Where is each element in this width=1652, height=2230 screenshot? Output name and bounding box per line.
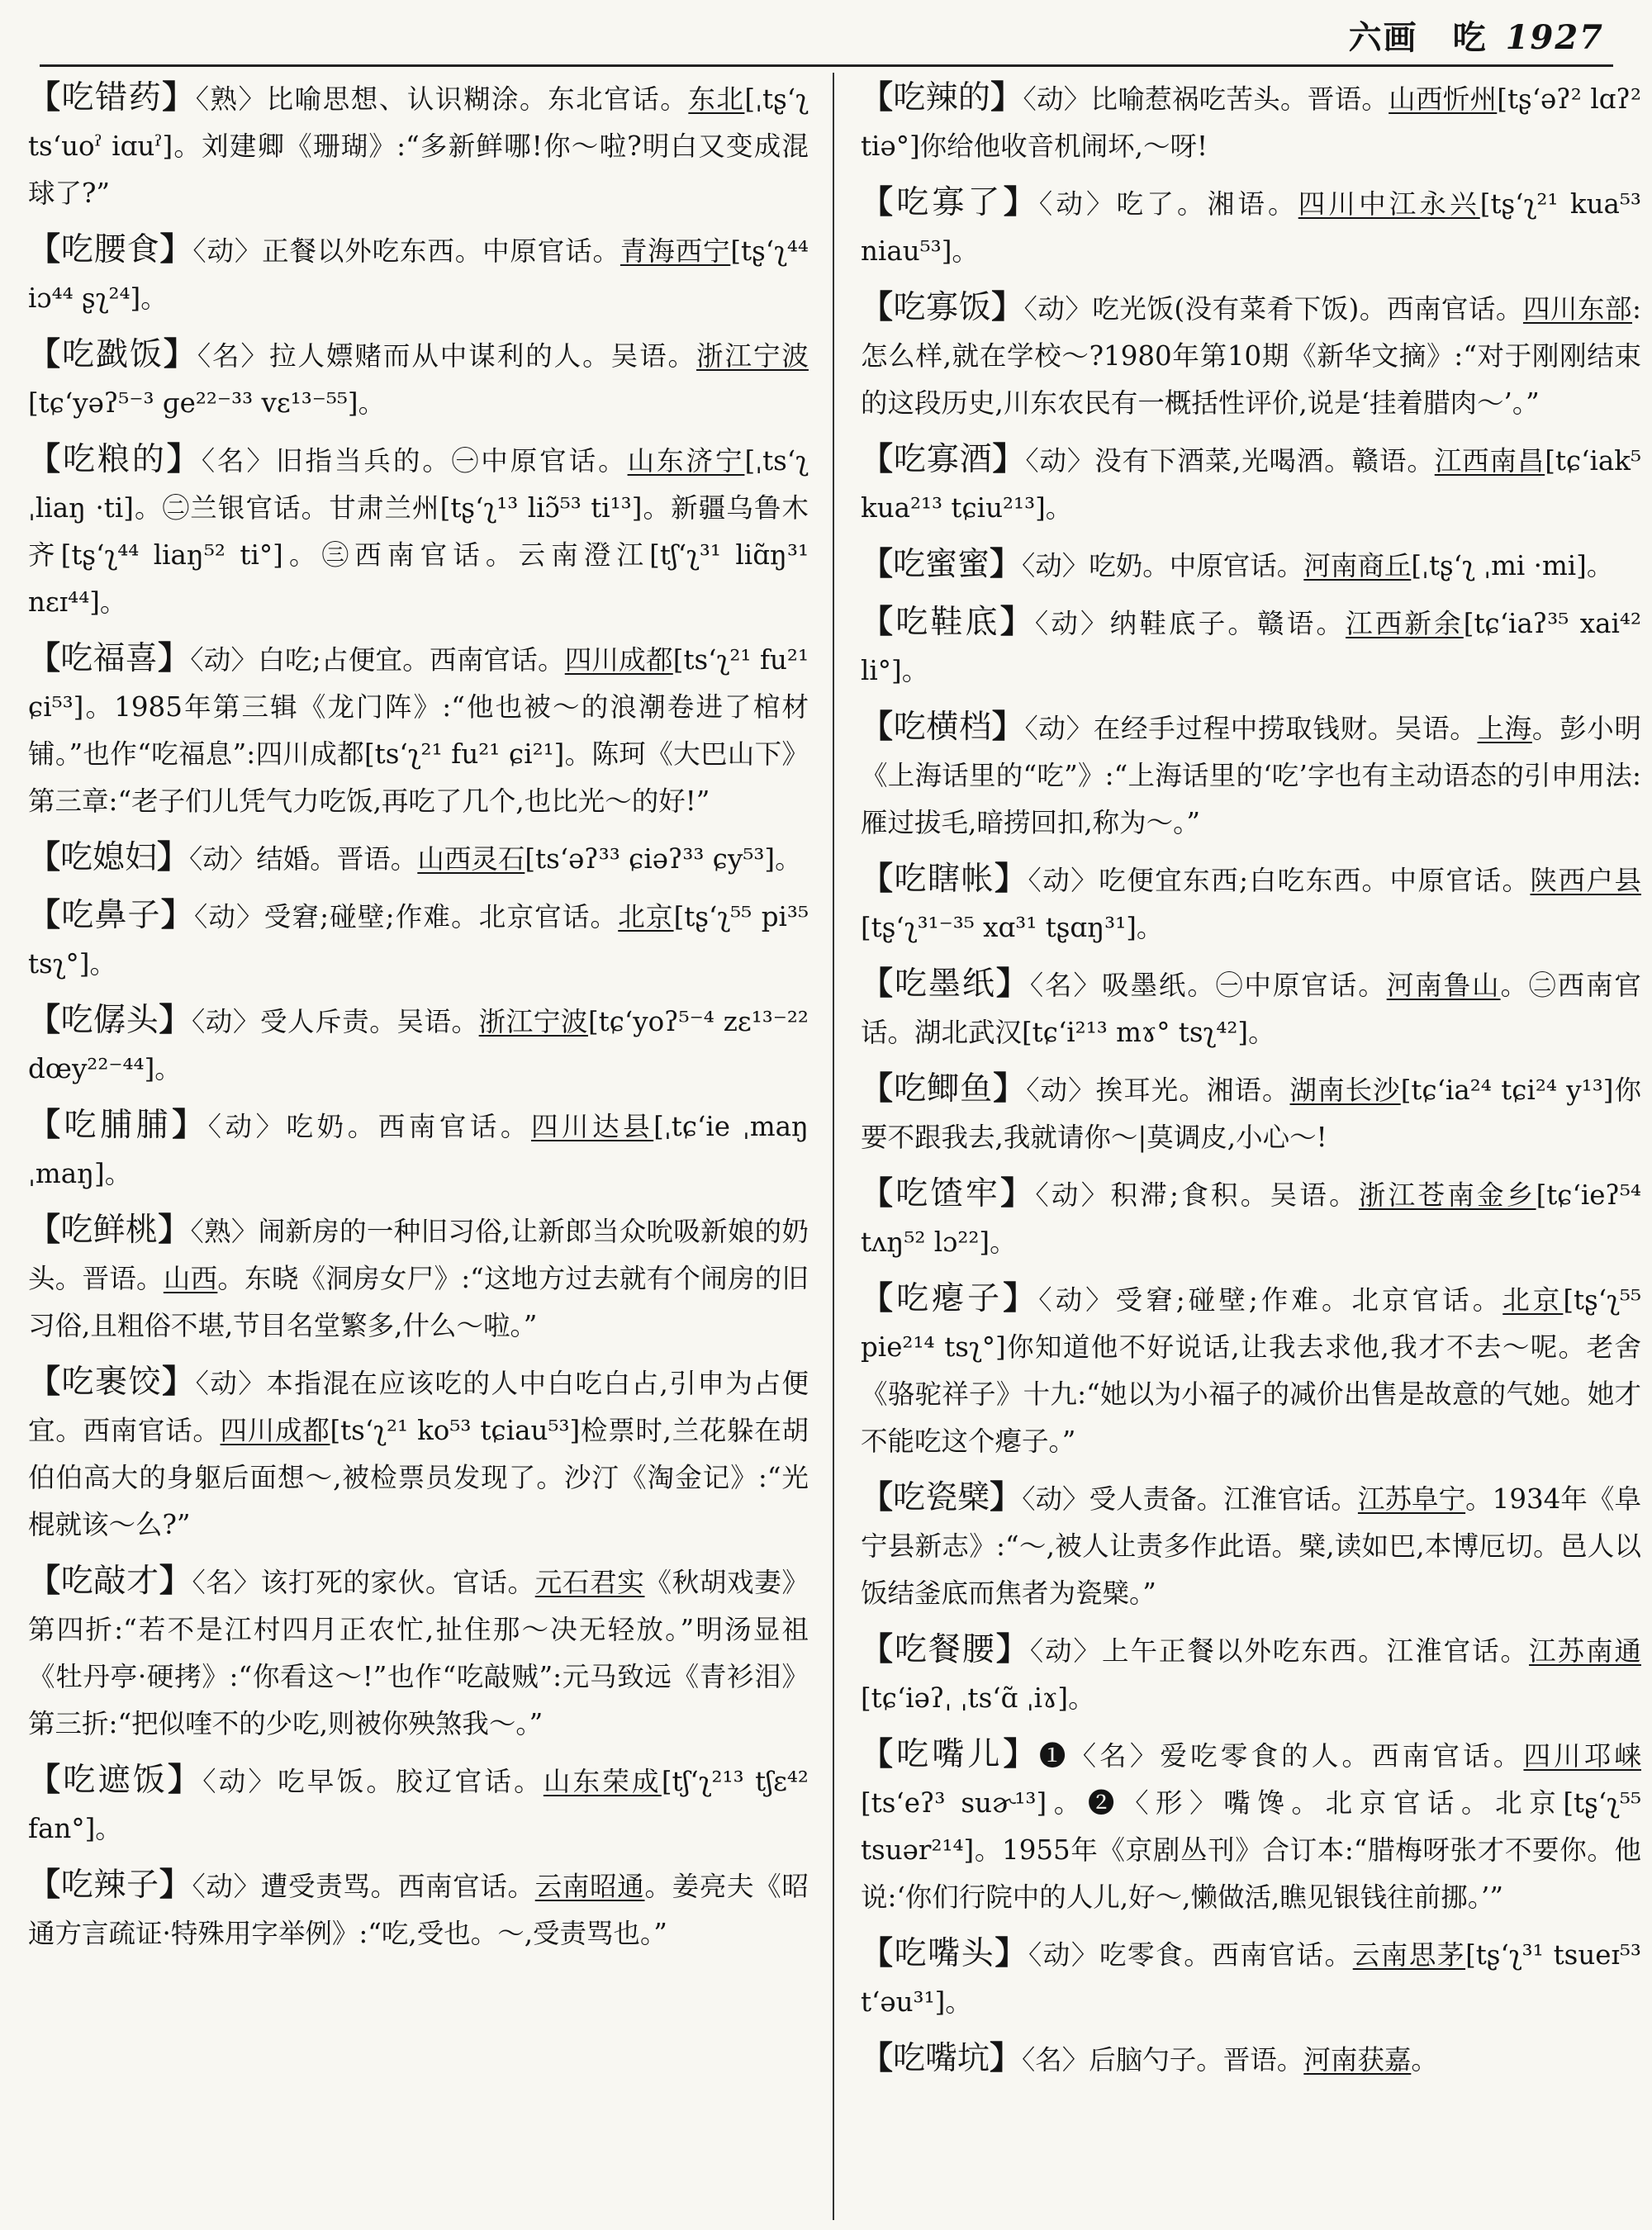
entry-headword-block — [861, 1175, 1035, 1212]
entry-place-name: 北京 — [1502, 1284, 1564, 1316]
entry-pronunciation-citation: 。1934年《阜宁县新志》:“～,被人让责多作此语。檗,读如巴,本博厄切。邑人以饭结釜底而焦者为瓷檗。” — [861, 1483, 1641, 1609]
entry-definition: 〈动〉吃零食。西南官话。 — [1028, 1939, 1353, 1971]
entry-headword: 吃错药 — [61, 79, 163, 116]
entry-pronunciation-citation: :怎么样,就在学校～?1980年第10期《新华文摘》:“对于刚刚结束的这段历史,川东农民有一概括性评价,说是‘挂着腊肉～’。” — [861, 293, 1641, 419]
dictionary-entry — [28, 1359, 809, 1549]
open-bracket: 【 — [861, 1630, 895, 1668]
close-bracket: 】 — [990, 545, 1023, 583]
open-bracket: 【 — [861, 1070, 895, 1108]
entry-headword: 吃瘪子 — [896, 1280, 1004, 1317]
dictionary-entry — [861, 436, 1641, 532]
close-bracket: 】 — [166, 440, 202, 478]
open-bracket: 【 — [861, 1279, 897, 1317]
close-bracket: 】 — [990, 78, 1023, 116]
entry-definition: 〈动〉受人斥责。吴语。 — [191, 1006, 479, 1037]
entry-place-name: 湖南长沙 — [1289, 1075, 1401, 1106]
entry-headword: 吃鲫鱼 — [894, 1070, 994, 1108]
entry-definition: 〈名〉该打死的家伙。官话。 — [192, 1567, 535, 1598]
entry-definition: 〈动〉遭受责骂。西南官话。 — [192, 1871, 535, 1902]
open-bracket: 【 — [861, 1478, 894, 1516]
column-divider — [833, 73, 834, 2220]
entry-headword-block — [28, 1563, 192, 1600]
entry-headword: 吃瓷檗 — [893, 1479, 990, 1516]
entry-place-name: 云南昭通 — [534, 1871, 645, 1902]
open-bracket: 【 — [28, 1761, 64, 1799]
close-bracket: 】 — [1000, 1174, 1036, 1212]
entry-pronunciation-citation: 。姜亮夫《昭通方言疏证·特殊用字举例》:“吃,受也。～,受责骂也。” — [28, 1871, 809, 1949]
entry-headword: 吃餐腰 — [894, 1631, 996, 1668]
dictionary-entry — [861, 541, 1641, 590]
close-bracket: 】 — [991, 708, 1025, 746]
entry-definition: 〈动〉吃奶。中原官话。 — [1022, 550, 1304, 581]
entry-headword-block — [861, 1070, 1026, 1108]
entry-pronunciation-citation: [tɕ‘iəʔˌ ˌts‘ɑ̃ ˌiɤ]。 — [861, 1682, 1095, 1714]
entry-headword-block — [28, 839, 189, 876]
close-bracket: 】 — [158, 1211, 191, 1249]
entry-headword-block — [28, 640, 190, 677]
entry-headword: 吃嘴头 — [894, 1935, 995, 1972]
entry-pronunciation-citation: [ts‘əʔ³³ ɕiəʔ³³ ɕy⁵³]。 — [525, 843, 802, 875]
entry-headword-block — [28, 1762, 202, 1799]
open-bracket: 【 — [28, 1106, 64, 1144]
entry-headword-block — [28, 1002, 192, 1039]
dictionary-entry — [861, 1065, 1641, 1161]
entry-pronunciation-citation: [tʂ‘ʅ³¹⁻³⁵ xɑ³¹ tʂɑŋ³¹]。 — [861, 912, 1164, 943]
entry-pronunciation-citation: 。 — [1411, 2044, 1438, 2076]
entry-headword-block — [861, 441, 1025, 478]
entry-definition: 〈名〉后脑勺子。晋语。 — [1022, 2044, 1304, 2076]
entry-definition: 〈动〉积滞;食积。吴语。 — [1035, 1179, 1359, 1211]
entry-headword: 吃馇牢 — [895, 1175, 1001, 1212]
entry-headword: 吃脯脯 — [64, 1107, 173, 1144]
open-bracket: 【 — [861, 1735, 897, 1773]
dictionary-entry — [861, 856, 1641, 951]
open-bracket: 【 — [28, 639, 61, 677]
entry-headword-block — [861, 1479, 1022, 1516]
entry-place-name: 四川达县 — [530, 1111, 654, 1142]
dictionary-entry — [28, 834, 809, 883]
entry-headword-block — [861, 1736, 1039, 1773]
entry-headword: 吃粮的 — [62, 441, 167, 478]
close-bracket: 】 — [993, 1070, 1027, 1108]
entry-place-name: 浙江宁波 — [478, 1006, 588, 1037]
entry-place-name: 东北 — [688, 83, 745, 115]
entry-pronunciation-citation: 。东晓《洞房女尸》:“这地方过去就有个闹房的旧习俗,且粗俗不堪,节目名堂繁多,什么～啦。” — [28, 1263, 809, 1341]
entry-definition: 〈动〉正餐以外吃东西。中原官话。 — [192, 235, 620, 267]
entry-place-name: 江西南昌 — [1434, 445, 1545, 477]
entry-definition: 〈动〉吃光饭(没有菜肴下饭)。西南官话。 — [1023, 293, 1523, 325]
entry-headword-block — [861, 184, 1039, 221]
dictionary-entry — [28, 892, 809, 988]
open-bracket: 【 — [861, 183, 897, 221]
entry-place-name: 四川邛崃 — [1523, 1740, 1641, 1772]
entry-pronunciation-citation: [tɕ‘yoʔ⁵⁻⁴ zɛ¹³⁻²² dœy²²⁻⁴⁴]。 — [28, 1006, 809, 1084]
close-bracket: 】 — [159, 230, 193, 268]
dictionary-entry — [861, 284, 1641, 427]
entry-place-name: 青海西宁 — [620, 235, 731, 267]
entry-definition: 〈动〉在经手过程中捞取钱财。吴语。 — [1024, 713, 1478, 744]
dictionary-entry — [28, 1207, 809, 1350]
entry-place-name: 浙江宁波 — [696, 340, 809, 372]
entry-headword: 吃辣子 — [60, 1867, 159, 1904]
entry-place-name: 河南商丘 — [1303, 550, 1412, 581]
entry-place-name: 浙江苍南金乡 — [1358, 1179, 1536, 1211]
entry-pronunciation-citation: [ˌtʂ‘ʅ ts‘uoˀ iɑuˀ]。刘建卿《珊瑚》:“多新鲜哪!你～啦?明白又变成混球了?” — [28, 83, 809, 209]
dictionary-entry — [861, 1930, 1641, 2026]
entry-headword: 吃横档 — [893, 709, 992, 746]
entry-headword-block — [861, 709, 1024, 746]
entry-pronunciation-citation: [tʂ‘ʅ⁵⁵ pi³⁵ tsʅ°]。 — [28, 901, 809, 980]
entry-definition: 〈名〉吸墨纸。㊀中原官话。 — [1029, 970, 1387, 1001]
close-bracket: 】 — [159, 1001, 192, 1039]
entry-pronunciation-citation: [ˌtɕ‘ie ˌmaŋ ˌmaŋ]。 — [28, 1111, 809, 1189]
entry-place-name: 四川成都 — [220, 1415, 330, 1446]
open-bracket: 【 — [28, 838, 61, 876]
entry-headword-block — [28, 336, 197, 373]
entry-headword-block — [28, 1212, 191, 1249]
entry-headword-block — [28, 1364, 196, 1401]
entry-headword: 吃辣的 — [893, 79, 991, 116]
entry-place-name: 四川中江永兴 — [1298, 188, 1480, 220]
close-bracket: 】 — [160, 896, 194, 934]
entry-headword: 吃鼻子 — [61, 897, 161, 934]
entry-place-name: 元石君实 — [534, 1567, 645, 1598]
entry-pronunciation-citation: [tɕ‘ieʔ⁵⁴ tʌŋ⁵² lɔ²²]。 — [861, 1179, 1641, 1258]
entry-pronunciation-citation: [tʂ‘əʔ² lɑʔ² tiə°]你给他收音机闹坏,～呀! — [861, 83, 1641, 162]
dictionary-entry — [28, 74, 809, 217]
entry-place-name: 山东济宁 — [627, 445, 745, 477]
open-bracket: 【 — [28, 896, 62, 934]
open-bracket: 【 — [861, 708, 894, 746]
open-bracket: 【 — [861, 288, 894, 326]
entry-headword: 吃寡酒 — [893, 441, 993, 478]
entry-place-name: 上海 — [1477, 713, 1532, 744]
entry-headword-block — [28, 79, 196, 116]
close-bracket: 】 — [991, 288, 1024, 326]
close-bracket: 】 — [999, 603, 1035, 641]
entry-headword: 吃裹饺 — [61, 1364, 163, 1401]
close-bracket: 】 — [1003, 1735, 1039, 1773]
entry-headword: 吃戤饭 — [61, 336, 164, 373]
page-number: 1927 — [1505, 18, 1604, 57]
running-head-title: 六画 吃 — [1348, 18, 1488, 57]
entry-place-name: 河南鲁山 — [1386, 970, 1501, 1001]
close-bracket: 】 — [162, 78, 196, 116]
dictionary-entry — [28, 997, 809, 1093]
entry-definition: ❶〈名〉爱吃零食的人。西南官话。 — [1038, 1740, 1524, 1772]
dictionary-entry — [861, 1275, 1641, 1465]
running-head — [1349, 12, 1604, 59]
dictionary-entry — [861, 599, 1641, 695]
open-bracket: 【 — [28, 230, 61, 268]
entry-headword-block — [861, 604, 1035, 641]
close-bracket: 】 — [990, 1478, 1023, 1516]
dictionary-entry — [861, 704, 1641, 847]
entry-headword-block — [861, 79, 1023, 116]
open-bracket: 【 — [28, 1001, 61, 1039]
entry-headword: 吃蜜蜜 — [893, 546, 990, 583]
close-bracket: 】 — [159, 1866, 192, 1904]
entry-definition: 〈动〉挨耳光。湘语。 — [1026, 1075, 1290, 1106]
entry-place-name: 山西灵石 — [417, 843, 525, 875]
entry-definition: 〈名〉旧指当兵的。㊀中原官话。 — [201, 445, 628, 477]
entry-headword: 吃寡了 — [896, 184, 1004, 221]
entry-definition: 〈动〉纳鞋底子。赣语。 — [1034, 608, 1346, 639]
close-bracket: 】 — [157, 838, 190, 876]
close-bracket: 】 — [1003, 1279, 1039, 1317]
entry-headword-block — [28, 897, 194, 934]
close-bracket: 】 — [159, 1562, 192, 1600]
entry-definition: 〈名〉拉人嫖赌而从中谋利的人。吴语。 — [197, 340, 697, 372]
open-bracket: 【 — [861, 603, 896, 641]
entry-definition: 〈熟〉闹新房的一种旧习俗,让新郎当众吮吸新娘的奶头。晋语。 — [28, 1216, 809, 1294]
close-bracket: 】 — [992, 440, 1026, 478]
entry-headword: 吃寡饭 — [893, 289, 992, 326]
dictionary-entry — [861, 74, 1641, 170]
entry-pronunciation-citation: [ts‘eʔ³ suɚ¹³]。❷〈形〉嘴馋。北京官话。北京[tʂ‘ʅ⁵⁵ tsuər²¹⁴]。1955年《京剧丛刊》合订本:“腊梅呀张才不要你。他说:‘你们行院中的人儿,好～,懒做活,瞧见银钱往前挪。’” — [861, 1787, 1641, 1913]
entry-definition: 〈动〉白吃;占便宜。西南官话。 — [190, 644, 565, 676]
entry-place-name: 江苏阜宁 — [1357, 1483, 1466, 1515]
entry-headword: 吃媳妇 — [60, 839, 158, 876]
open-bracket: 【 — [28, 1562, 61, 1600]
entry-place-name: 陕西户县 — [1530, 865, 1641, 896]
open-bracket: 【 — [28, 78, 62, 116]
entry-pronunciation-citation: [tʂ‘ʅ⁴⁴ iɔ⁴⁴ ʂʅ²⁴]。 — [28, 235, 809, 314]
dictionary-entry — [28, 1558, 809, 1748]
close-bracket: 】 — [995, 965, 1030, 1003]
entry-pronunciation-citation: [ts‘ʅ²¹ fu²¹ ɕi⁵³]。1985年第三辑《龙门阵》:“他也被～的浪潮卷进了棺材铺。”也作“吃福息”:四川成都[ts‘ʅ²¹ fu²¹ ɕi²¹]。陈珂《大巴山下》第三章:“老子们儿凭气力吃饭,再吃了几个,也比光～的好!” — [28, 644, 809, 817]
entry-definition: 〈动〉受人责备。江淮官话。 — [1022, 1483, 1358, 1515]
entry-pronunciation-citation: [tʃ‘ʅ²¹³ tʃɛ⁴² fan°]。 — [28, 1766, 809, 1844]
dictionary-entry — [28, 1102, 809, 1198]
entry-headword: 吃鲜桃 — [60, 1212, 159, 1249]
entry-headword: 吃遮饭 — [63, 1762, 168, 1799]
entry-pronunciation-citation: [tɕ‘iak⁵ kua²¹³ tɕiu²¹³]。 — [861, 445, 1641, 524]
entry-pronunciation-citation: [ˌtʂ‘ʅ ˌmi ·mi]。 — [1411, 550, 1614, 581]
open-bracket: 【 — [861, 78, 894, 116]
entry-headword-block — [28, 1107, 208, 1144]
entry-definition: 〈动〉吃早饭。胶辽官话。 — [202, 1766, 544, 1797]
entry-place-name: 江苏南通 — [1529, 1635, 1641, 1667]
dictionary-entry — [28, 331, 809, 427]
dictionary-entry — [28, 436, 809, 626]
entry-definition: 〈动〉受窘;碰壁;作难。北京官话。 — [193, 901, 619, 932]
header-rule — [40, 64, 1613, 67]
entry-headword-block — [861, 289, 1024, 326]
entry-pronunciation-citation: [tɕ‘yəʔ⁵⁻³ ɡe²²⁻³³ vɛ¹³⁻⁵⁵]。 — [28, 387, 386, 419]
close-bracket: 】 — [162, 1363, 196, 1401]
dictionary-entry — [861, 2035, 1641, 2084]
dictionary-entry — [28, 226, 809, 322]
entry-headword-block — [861, 2040, 1022, 2077]
entry-pronunciation-citation: 。㊁西南官话。湖北武汉[tɕ‘i²¹³ mɤ° tsʅ⁴²]。 — [861, 970, 1641, 1048]
close-bracket: 】 — [990, 2039, 1023, 2077]
entry-place-name: 山东荣成 — [543, 1766, 662, 1797]
entry-headword: 吃墨纸 — [894, 966, 996, 1003]
dictionary-entry — [861, 179, 1641, 275]
dictionary-entry — [861, 1474, 1641, 1617]
entry-headword-block — [861, 861, 1028, 898]
close-bracket: 】 — [994, 860, 1028, 898]
entry-pronunciation-citation: [tʂ‘ʅ⁵⁵ pie²¹⁴ tsʅ°]你知道他不好说话,让我去求他,我才不去～呢。老舍《骆驼祥子》十九:“她以为小福子的减价出售是故意的气她。她才不能吃这个瘪子。” — [861, 1284, 1641, 1457]
entry-headword: 吃福喜 — [60, 640, 159, 677]
close-bracket: 】 — [167, 1761, 203, 1799]
entry-headword: 吃嘴坑 — [893, 2040, 990, 2077]
close-bracket: 】 — [158, 639, 191, 677]
close-bracket: 】 — [1003, 183, 1039, 221]
dictionary-entry — [28, 1862, 809, 1957]
entry-place-name: 云南思茅 — [1352, 1939, 1466, 1971]
open-bracket: 【 — [861, 2039, 894, 2077]
entry-pronunciation-citation: [tʂ‘ʅ³¹ tsueɪ⁵³ t‘əu³¹]。 — [861, 1939, 1641, 2018]
dictionary-entry — [28, 635, 809, 825]
open-bracket: 【 — [28, 1363, 62, 1401]
entry-place-name: 江西新余 — [1346, 608, 1464, 639]
dictionary-entry — [861, 1170, 1641, 1266]
entry-place-name: 山西忻州 — [1389, 83, 1498, 115]
entry-definition: 〈动〉结婚。晋语。 — [189, 843, 418, 875]
entry-headword-block — [28, 1867, 192, 1904]
right-column — [861, 74, 1641, 2093]
dictionary-entry — [28, 1757, 809, 1853]
open-bracket: 【 — [861, 860, 895, 898]
close-bracket: 】 — [163, 335, 197, 373]
entry-place-name: 山西 — [163, 1263, 218, 1294]
close-bracket: 】 — [995, 1934, 1028, 1972]
left-column — [28, 74, 809, 1967]
open-bracket: 【 — [861, 965, 895, 1003]
entry-headword-block — [28, 441, 202, 478]
entry-headword: 吃腰食 — [60, 231, 160, 268]
entry-pronunciation-citation: 《秋胡戏妻》第四折:“若不是江村四月正农忙,扯住那～决无轻放。”明汤显祖《牡丹亭·硬拷》:“你看这～!”也作“吃敲贼”:元马致远《青衫泪》第三折:“把似喹不的少吃,则被你殃煞我～。” — [28, 1567, 809, 1739]
open-bracket: 【 — [861, 440, 894, 478]
entry-place-name: 河南获嘉 — [1303, 2044, 1412, 2076]
entry-definition: 〈熟〉比喻思想、认识糊涂。东北官话。 — [195, 83, 689, 115]
open-bracket: 【 — [28, 440, 63, 478]
entry-headword: 吃敲才 — [60, 1563, 159, 1600]
entry-definition: 〈动〉上午正餐以外吃东西。江淮官话。 — [1029, 1635, 1530, 1667]
entry-headword: 吃鞋底 — [895, 604, 1000, 641]
entry-headword: 吃瞎帐 — [894, 861, 995, 898]
open-bracket: 【 — [861, 1934, 895, 1972]
entry-place-name: 北京 — [618, 901, 674, 932]
entry-pronunciation-citation: [ts‘ʅ²¹ ko⁵³ tɕiau⁵³]检票时,兰花躲在胡伯伯高大的身躯后面想～,被检票员发现了。沙汀《淘金记》:“光棍就该～么?” — [28, 1415, 809, 1540]
entry-definition: 〈动〉吃奶。西南官话。 — [207, 1111, 531, 1142]
entry-headword-block — [861, 1280, 1038, 1317]
close-bracket: 】 — [172, 1106, 208, 1144]
entry-headword-block — [861, 966, 1030, 1003]
entry-headword: 吃僝头 — [60, 1002, 159, 1039]
dictionary-entry — [861, 961, 1641, 1056]
dictionary-entry — [861, 1731, 1641, 1921]
entry-definition: 〈动〉吃便宜东西;白吃东西。中原官话。 — [1028, 865, 1531, 896]
entry-headword-block — [861, 1631, 1030, 1668]
entry-pronunciation-citation: 。彭小明《上海话里的“吃”》:“上海话里的‘吃’字也有主动语态的引申用法:雁过拔毛,暗捞回扣,称为～。” — [861, 713, 1641, 838]
open-bracket: 【 — [28, 335, 62, 373]
entry-place-name: 四川东部 — [1522, 293, 1632, 325]
entry-definition: 〈动〉受窘;碰壁;作难。北京官话。 — [1038, 1284, 1503, 1316]
close-bracket: 】 — [995, 1630, 1030, 1668]
entry-headword-block — [28, 231, 192, 268]
entry-definition: 〈动〉没有下酒菜,光喝酒。赣语。 — [1025, 445, 1435, 477]
entry-definition: 〈动〉比喻惹祸吃苦头。晋语。 — [1023, 83, 1389, 115]
entry-pronunciation-citation: [tʂ‘ʅ²¹ kua⁵³ niau⁵³]。 — [861, 188, 1641, 267]
entry-definition: 〈动〉本指混在应该吃的人中白吃白占,引申为占便宜。西南官话。 — [28, 1368, 809, 1446]
dictionary-entry — [861, 1626, 1641, 1722]
entry-place-name: 四川成都 — [564, 644, 673, 676]
open-bracket: 【 — [861, 545, 894, 583]
entry-headword: 吃嘴儿 — [896, 1736, 1004, 1773]
open-bracket: 【 — [861, 1174, 896, 1212]
open-bracket: 【 — [28, 1866, 61, 1904]
entry-pronunciation-citation: [tɕ‘iaʔ³⁵ xai⁴² li°]。 — [861, 608, 1641, 686]
entry-headword-block — [861, 1935, 1028, 1972]
entry-headword-block — [861, 546, 1022, 583]
entry-pronunciation-citation: [tɕ‘ia²⁴ tɕi²⁴ y¹³]你要不跟我去,我就请你～|莫调皮,小心～! — [861, 1075, 1641, 1153]
entry-definition: 〈动〉吃了。湘语。 — [1038, 188, 1298, 220]
open-bracket: 【 — [28, 1211, 61, 1249]
entry-pronunciation-citation: [ˌts‘ʅ ˌliaŋ ·ti]。㊁兰银官话。甘肃兰州[tʂ‘ʅ¹³ liɔ̃⁵³ ti¹³]。新疆乌鲁木齐[tʂ‘ʅ⁴⁴ liaŋ⁵² ti°]。㊂西南官话。云南澄江[tʃ‘ʅ³¹ liɑ̃ŋ³¹ nɛɪ⁴⁴]。 — [28, 445, 809, 618]
